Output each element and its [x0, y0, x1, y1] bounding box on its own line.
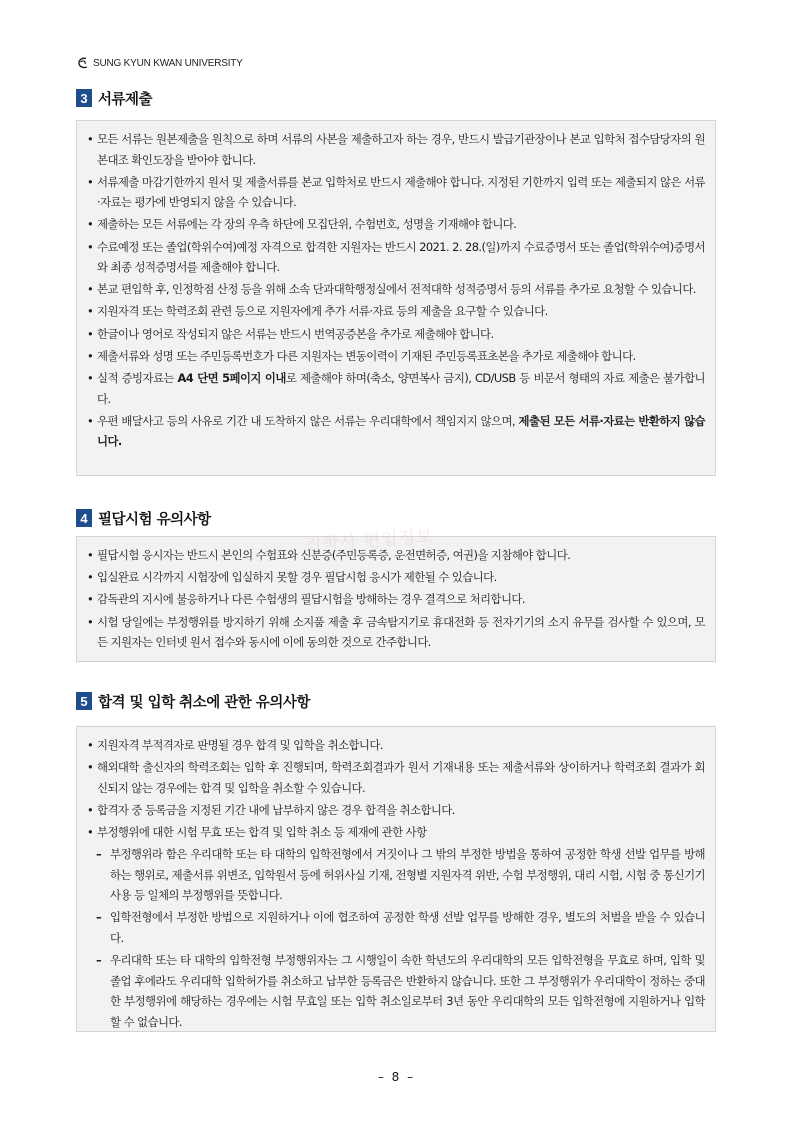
item-emphasis: 제출된 모든 서류·자료는 반환하지 않습니다. — [97, 413, 705, 449]
watermark: 진학사 편입정보 — [304, 526, 435, 556]
list-item — [87, 411, 705, 452]
list-item: • 감독관의 지시에 불응하거나 다른 수험생의 필답시험을 방해하는 경우 결격으로 처리합니다. — [87, 589, 705, 610]
list-item: • 서류제출 마감기한까지 원서 및 제출서류를 본교 입학처로 반드시 제출해야 합니다. 지정된 기한까지 입력 또는 제출되지 않은 서류·자료는 평가에 반영되지 않을 수 있습니다. — [87, 172, 705, 213]
list-item: • 제출하는 모든 서류에는 각 장의 우측 하단에 모집단위, 수험번호, 성명을 기재해야 합니다. — [87, 214, 705, 235]
sub-item: – 부정행위라 함은 우리대학 또는 타 대학의 입학전형에서 거짓이나 그 밖의 부정한 방법을 통하여 공정한 학생 선발 업무를 방해하는 행위로, 제출서류 위변조, 입학원서 등에 허위사실 기재, 전형별 지원자격 위반, 수험 부정행위, 대리 시험, 시험 중 통신기기 사용 등 일체의 부정행위를 뜻합니다. — [87, 844, 705, 906]
section-title: 서류제출 — [98, 91, 153, 108]
section-box — [76, 120, 716, 476]
section-number: 5 — [76, 692, 92, 710]
section-heading — [76, 691, 718, 711]
list-item — [87, 368, 705, 409]
list-item: • 지원자격 또는 학력조회 관련 등으로 지원자에게 추가 서류·자료 등의 제출을 요구할 수 있습니다. — [87, 301, 705, 322]
page-number: – 8 – — [377, 1070, 416, 1084]
section-document-submission — [76, 88, 718, 449]
section-box — [76, 536, 716, 662]
university-name: SUNG KYUN KWAN UNIVERSITY — [93, 57, 243, 69]
header — [76, 55, 243, 71]
item-text: 로 제출해야 하며(축소, 양면복사 금지), CD/USB 등 비문서 형태의 자료 제출은 불가합니다. — [97, 371, 705, 406]
list-item: • 지원자격 부적격자로 판명될 경우 합격 및 입학을 취소합니다. — [87, 735, 705, 756]
sub-item: – 입학전형에서 부정한 방법으로 지원하거나 이에 협조하여 공정한 학생 선발 업무를 방해한 경우, 별도의 처벌을 받을 수 있습니다. — [87, 907, 705, 948]
list-item: • 본교 편입학 후, 인정학점 산정 등을 위해 소속 단과대학행정실에서 전적대학 성적증명서 등의 서류를 추가로 요청할 수 있습니다. — [87, 279, 705, 300]
item-text: 실적 증빙자료는 — [97, 371, 178, 385]
item-text: 우편 배달사고 등의 사유로 기간 내 도착하지 않은 서류는 우리대학에서 책임지지 않으며, — [97, 413, 519, 428]
section-box — [76, 726, 716, 1032]
list-item: • 시험 당일에는 부정행위를 방지하기 위해 소지품 제출 후 금속탐지기로 휴대전화 등 전자기기의 소지 유무를 검사할 수 있으며, 모든 지원자는 인터넷 원서 접수와 동시에 이에 동의한 것으로 간주합니다. — [87, 612, 705, 653]
skku-logo-icon — [76, 56, 90, 70]
section-number: 3 — [76, 89, 92, 107]
list-item: • 입실완료 시각까지 시험장에 입실하지 못할 경우 필답시험 응시가 제한될 수 있습니다. — [87, 567, 705, 588]
section-title: 합격 및 입학 취소에 관한 유의사항 — [98, 694, 310, 711]
item-emphasis: A4 단면 5페이지 이내 — [177, 371, 286, 385]
list-item: • 합격자 중 등록금을 지정된 기간 내에 납부하지 않은 경우 합격을 취소합니다. — [87, 800, 705, 821]
list-item: • 해외대학 출신자의 학력조회는 입학 후 진행되며, 학력조회결과가 원서 기재내용 또는 제출서류와 상이하거나 학력조회 결과가 회신되지 않는 경우에는 합격 및 입학을 취소할 수 있습니다. — [87, 757, 705, 798]
section-heading — [76, 88, 718, 108]
section-number: 4 — [76, 509, 92, 527]
list-item: • 부정행위에 대한 시험 무효 또는 합격 및 입학 취소 등 제재에 관한 사항 — [87, 822, 705, 843]
list-item: • 제출서류와 성명 또는 주민등록번호가 다른 지원자는 변동이력이 기재된 주민등록표초본을 추가로 제출해야 합니다. — [87, 346, 705, 367]
list-item: • 한글이나 영어로 작성되지 않은 서류는 반드시 번역공증본을 추가로 제출해야 합니다. — [87, 324, 705, 345]
section-admission-cancellation — [76, 691, 718, 1029]
sub-item: – 우리대학 또는 타 대학의 입학전형 부정행위자는 그 시행일이 속한 학년도의 우리대학의 모든 입학전형을 무효로 하며, 입학 및 졸업 후에라도 우리대학 입학허가를 취소하고 납부한 등록금은 반환하지 않습니다. 또한 그 부정행위가 우리대학이 정하는 중대한 부정행위에 해당하는 경우에는 시험 무효일 또는 입학 취소일로부터 3년 동안 우리대학의 모든 입학전형에 지원하거나 입학할 수 없습니다. — [87, 950, 705, 1032]
list-item: • 수료예정 또는 졸업(학위수여)예정 자격으로 합격한 지원자는 반드시 2021. 2. 28.(일)까지 수료증명서 또는 졸업(학위수여)증명서와 최종 성적증명서를 제출해야 합니다. — [87, 237, 705, 278]
section-title: 필답시험 유의사항 — [98, 511, 211, 528]
list-item: • 모든 서류는 원본제출을 원칙으로 하며 서류의 사본을 제출하고자 하는 경우, 반드시 발급기관장이나 본교 입학처 접수담당자의 원본대조 확인도장을 받아야 합니다. — [87, 129, 705, 170]
list-item: • 필답시험 응시자는 반드시 본인의 수험표와 신분증(주민등록증, 운전면허증, 여권)을 지참해야 합니다. — [87, 545, 705, 566]
